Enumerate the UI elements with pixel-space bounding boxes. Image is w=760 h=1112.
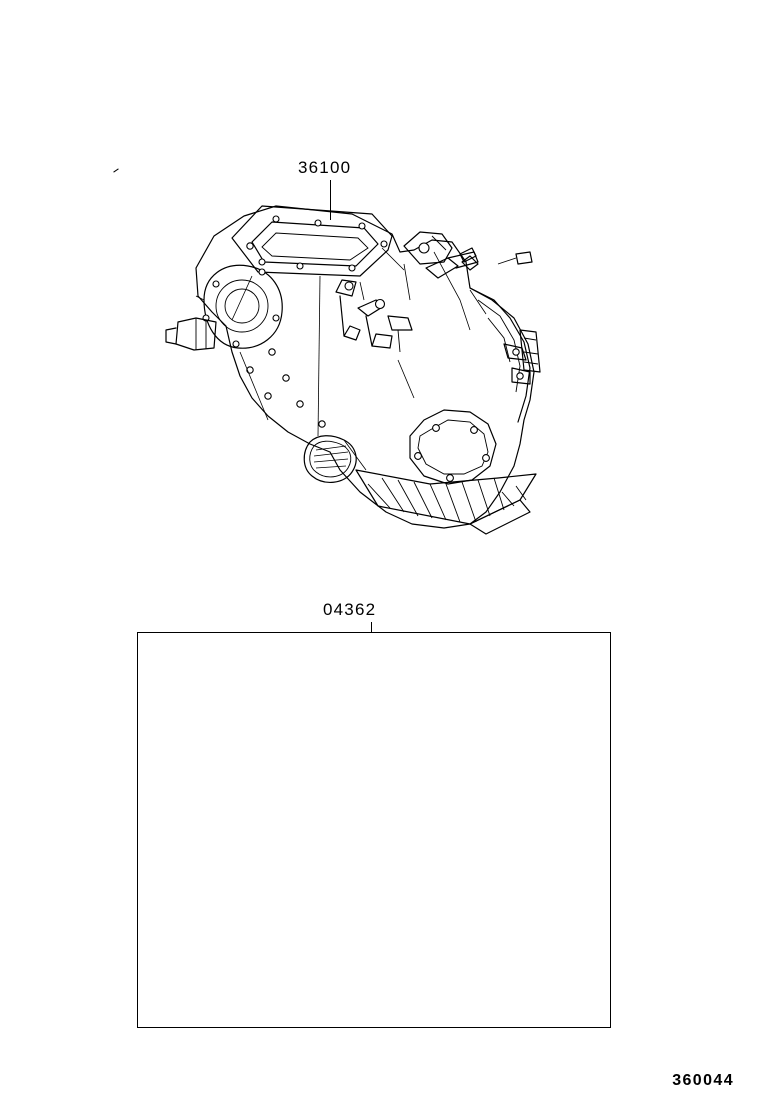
transfer-case-assembly-art [166, 206, 540, 534]
callout-label-36100: 36100 [298, 158, 352, 177]
gasket-kit-group-box [137, 632, 611, 1028]
callout-label-04362: 04362 [323, 600, 377, 619]
scan-artifact-tick [113, 168, 118, 172]
figure-code: 360044 [672, 1072, 734, 1089]
leader-line-36100 [330, 180, 331, 220]
